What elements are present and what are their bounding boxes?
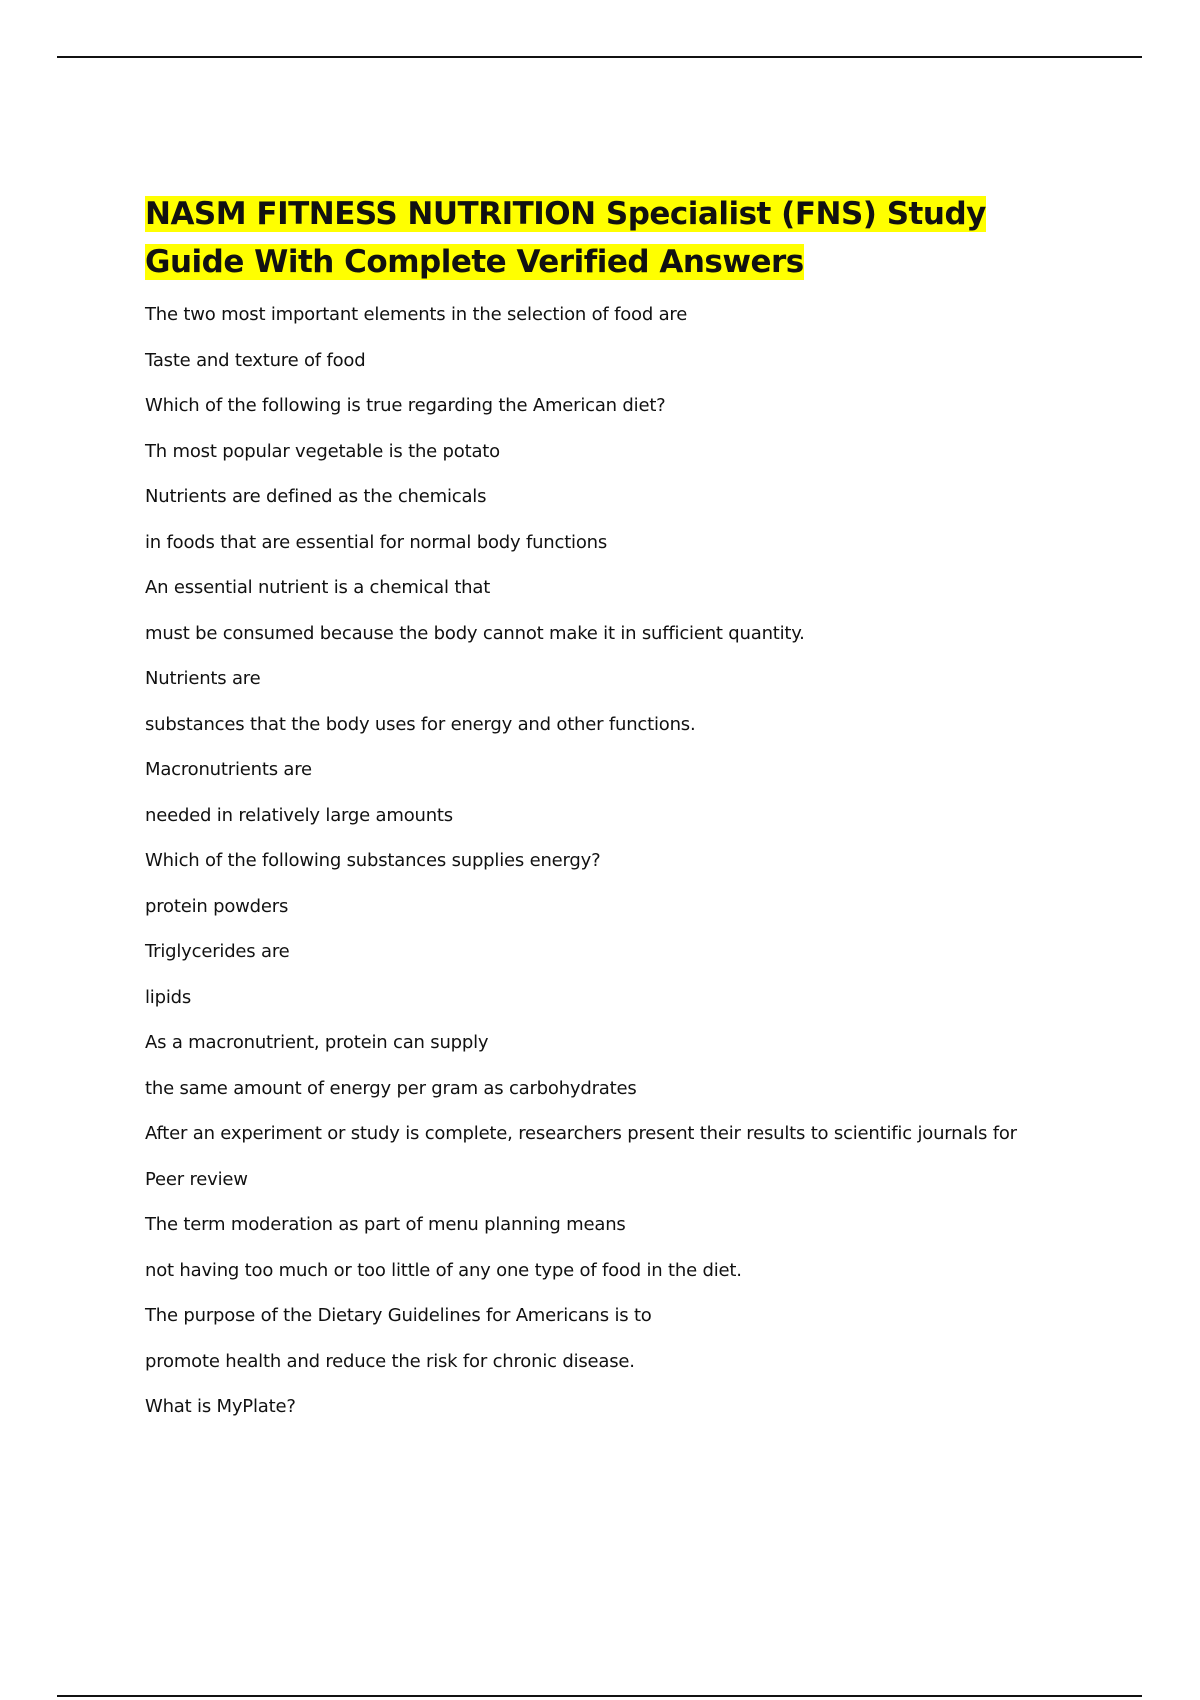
question-line: What is MyPlate? xyxy=(145,1396,296,1417)
answer-line: protein powders xyxy=(145,895,289,917)
question-line: The two most important elements in the selection of food are xyxy=(145,304,688,325)
answer-line: needed in relatively large amounts xyxy=(145,804,453,826)
question-line: Nutrients are defined as the chemicals xyxy=(145,486,487,507)
question-line: Which of the following substances supplies energy? xyxy=(145,850,601,871)
answer-line: in foods that are essential for normal body functions xyxy=(145,531,608,553)
question-line: As a macronutrient, protein can supply xyxy=(145,1032,489,1053)
question-line: Nutrients are xyxy=(145,668,261,689)
qa-list xyxy=(145,304,1085,1418)
document-body xyxy=(145,190,1085,1442)
answer-line: not having too much or too little of any one type of food in the diet. xyxy=(145,1259,742,1281)
answer-line: Th most popular vegetable is the potato xyxy=(145,440,500,462)
answer-line: promote health and reduce the risk for chronic disease. xyxy=(145,1350,635,1372)
answer-line: substances that the body uses for energy and other functions. xyxy=(145,713,696,735)
answer-line: must be consumed because the body cannot make it in sufficient quantity. xyxy=(145,622,805,644)
answer-line: the same amount of energy per gram as carbohydrates xyxy=(145,1077,637,1099)
title-highlight: NASM FITNESS NUTRITION Specialist (FNS) Study Guide With Complete Verified Answers xyxy=(145,196,986,280)
question-line: Which of the following is true regarding the American diet? xyxy=(145,395,666,416)
document-title xyxy=(145,190,1085,286)
header-divider xyxy=(57,56,1142,58)
question-line: Triglycerides are xyxy=(145,941,290,962)
footer-divider xyxy=(57,1695,1142,1697)
question-line: The purpose of the Dietary Guidelines for Americans is to xyxy=(145,1305,652,1326)
question-line: The term moderation as part of menu planning means xyxy=(145,1214,626,1235)
question-line: After an experiment or study is complete, researchers present their results to scientific journals for xyxy=(145,1123,1017,1144)
question-line: An essential nutrient is a chemical that xyxy=(145,577,491,598)
answer-line: Taste and texture of food xyxy=(145,349,366,371)
question-line: Macronutrients are xyxy=(145,759,312,780)
answer-line: Peer review xyxy=(145,1168,248,1190)
answer-line: lipids xyxy=(145,986,192,1008)
